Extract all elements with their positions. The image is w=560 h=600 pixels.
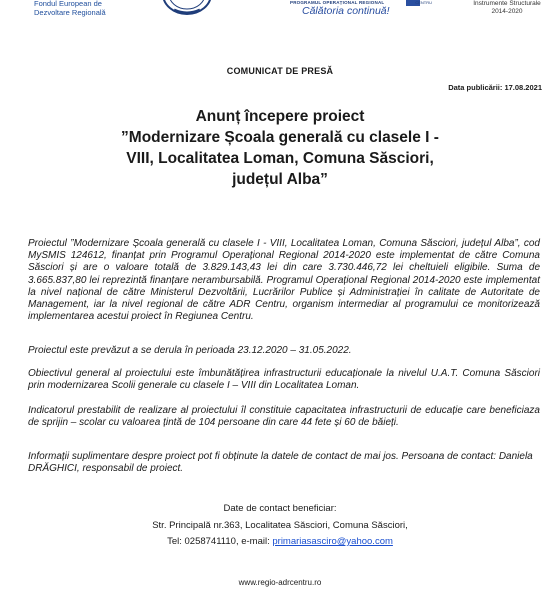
- structural-instruments-logo: [464, 0, 550, 16]
- title-line: Anunț începere proiect: [195, 108, 365, 125]
- contact-phone-line: [0, 534, 560, 551]
- publication-date: Data publicării: 17.08.2021: [448, 83, 542, 92]
- eu-fund-logo: [34, 0, 106, 17]
- eu-logo-line2: Dezvoltare Regională: [34, 7, 106, 17]
- contact-heading: Date de contact beneficiar:: [223, 503, 337, 514]
- paragraph-project-description: Proiectul ”Modernizare Școala generală cu clasele I - VIII, Localitatea Loman, Comuna Săsciori, județul Alba”, cod MySMIS 124612, finanțat prin Programul Operațional Regional 2014-2020 este implementat de către Comuna Săsciori și are o valoare totală de 3.829.143,43 lei din care 3.730.446,72 lei cheltuieli eligibile. Suma de 3.665.837,80 lei reprezintă finanțare nerambursabilă. Programul Operațional Regional 2014-2020 este implementat la nivel național de către Ministerul Dezvoltării, Lucrărilor Publice și Administrației în calitate de Autoritate de Management, iar la nivel regional de către ADR Centru, organism intermediar al programului ce monitorizează implementarea acestui proiect în Regiunea Centru.: [28, 238, 540, 323]
- is-line2: 2014-2020: [491, 8, 523, 15]
- footer-website[interactable]: www.regio-adrcentru.ro: [238, 578, 322, 587]
- header-logos: [0, 0, 560, 22]
- beneficiary-contact: [0, 501, 560, 551]
- eu-logo-line1: Fondul European de: [34, 0, 102, 8]
- press-release-heading: COMUNICAT DE PRESĂ: [226, 66, 334, 76]
- paragraph-contact-info: Informații suplimentare despre proiect pot fi obținute la datele de contact de mai jos. Persoana de contact: Daniela DRĂGHICI, responsabil de proiect.: [28, 451, 533, 475]
- program-center-word: CENTRU: [415, 0, 432, 5]
- title-line: VIII, Localitatea Loman, Comuna Săsciori,: [126, 150, 434, 167]
- is-line1: Instrumente Structurale: [473, 0, 541, 7]
- program-tagline: Călătoria continuă!: [302, 5, 390, 17]
- paragraph-objective: Obiectivul general al proiectului este îmbunătățirea infrastructurii educaționale la nivelul U.A.T. Comuna Săsciori prin modernizarea Scolii generale cu clasele I – VIII din Localitatea Loman.: [28, 368, 540, 392]
- regio-program-logo: [290, 0, 430, 18]
- paragraph-indicator: Indicatorul prestabilit de realizare al proiectului îl constituie capacitatea infrastructurii de educație care beneficiaza de sprijin – scolar cu valoarea țintă de 104 persoane din care 44 fete și 60 de băieți.: [28, 405, 540, 429]
- title-line: ”Modernizare Școala generală cu clasele I -: [121, 129, 439, 146]
- page-title: [40, 106, 520, 190]
- paragraph-period: Proiectul este prevăzut a se derula în perioada 23.12.2020 – 31.05.2022.: [28, 345, 352, 356]
- contact-email-link[interactable]: primariasasciro@yahoo.com: [272, 536, 393, 547]
- contact-address: Str. Principală nr.363, Localitatea Săsciori, Comuna Săsciori,: [152, 519, 408, 531]
- contact-phone: Tel: 0258741110, e-mail:: [167, 536, 273, 547]
- program-small-text: PROGRAMUL OPERAȚIONAL REGIONAL: [290, 0, 385, 5]
- title-line: județul Alba”: [232, 171, 328, 188]
- romania-government-seal: [162, 0, 212, 16]
